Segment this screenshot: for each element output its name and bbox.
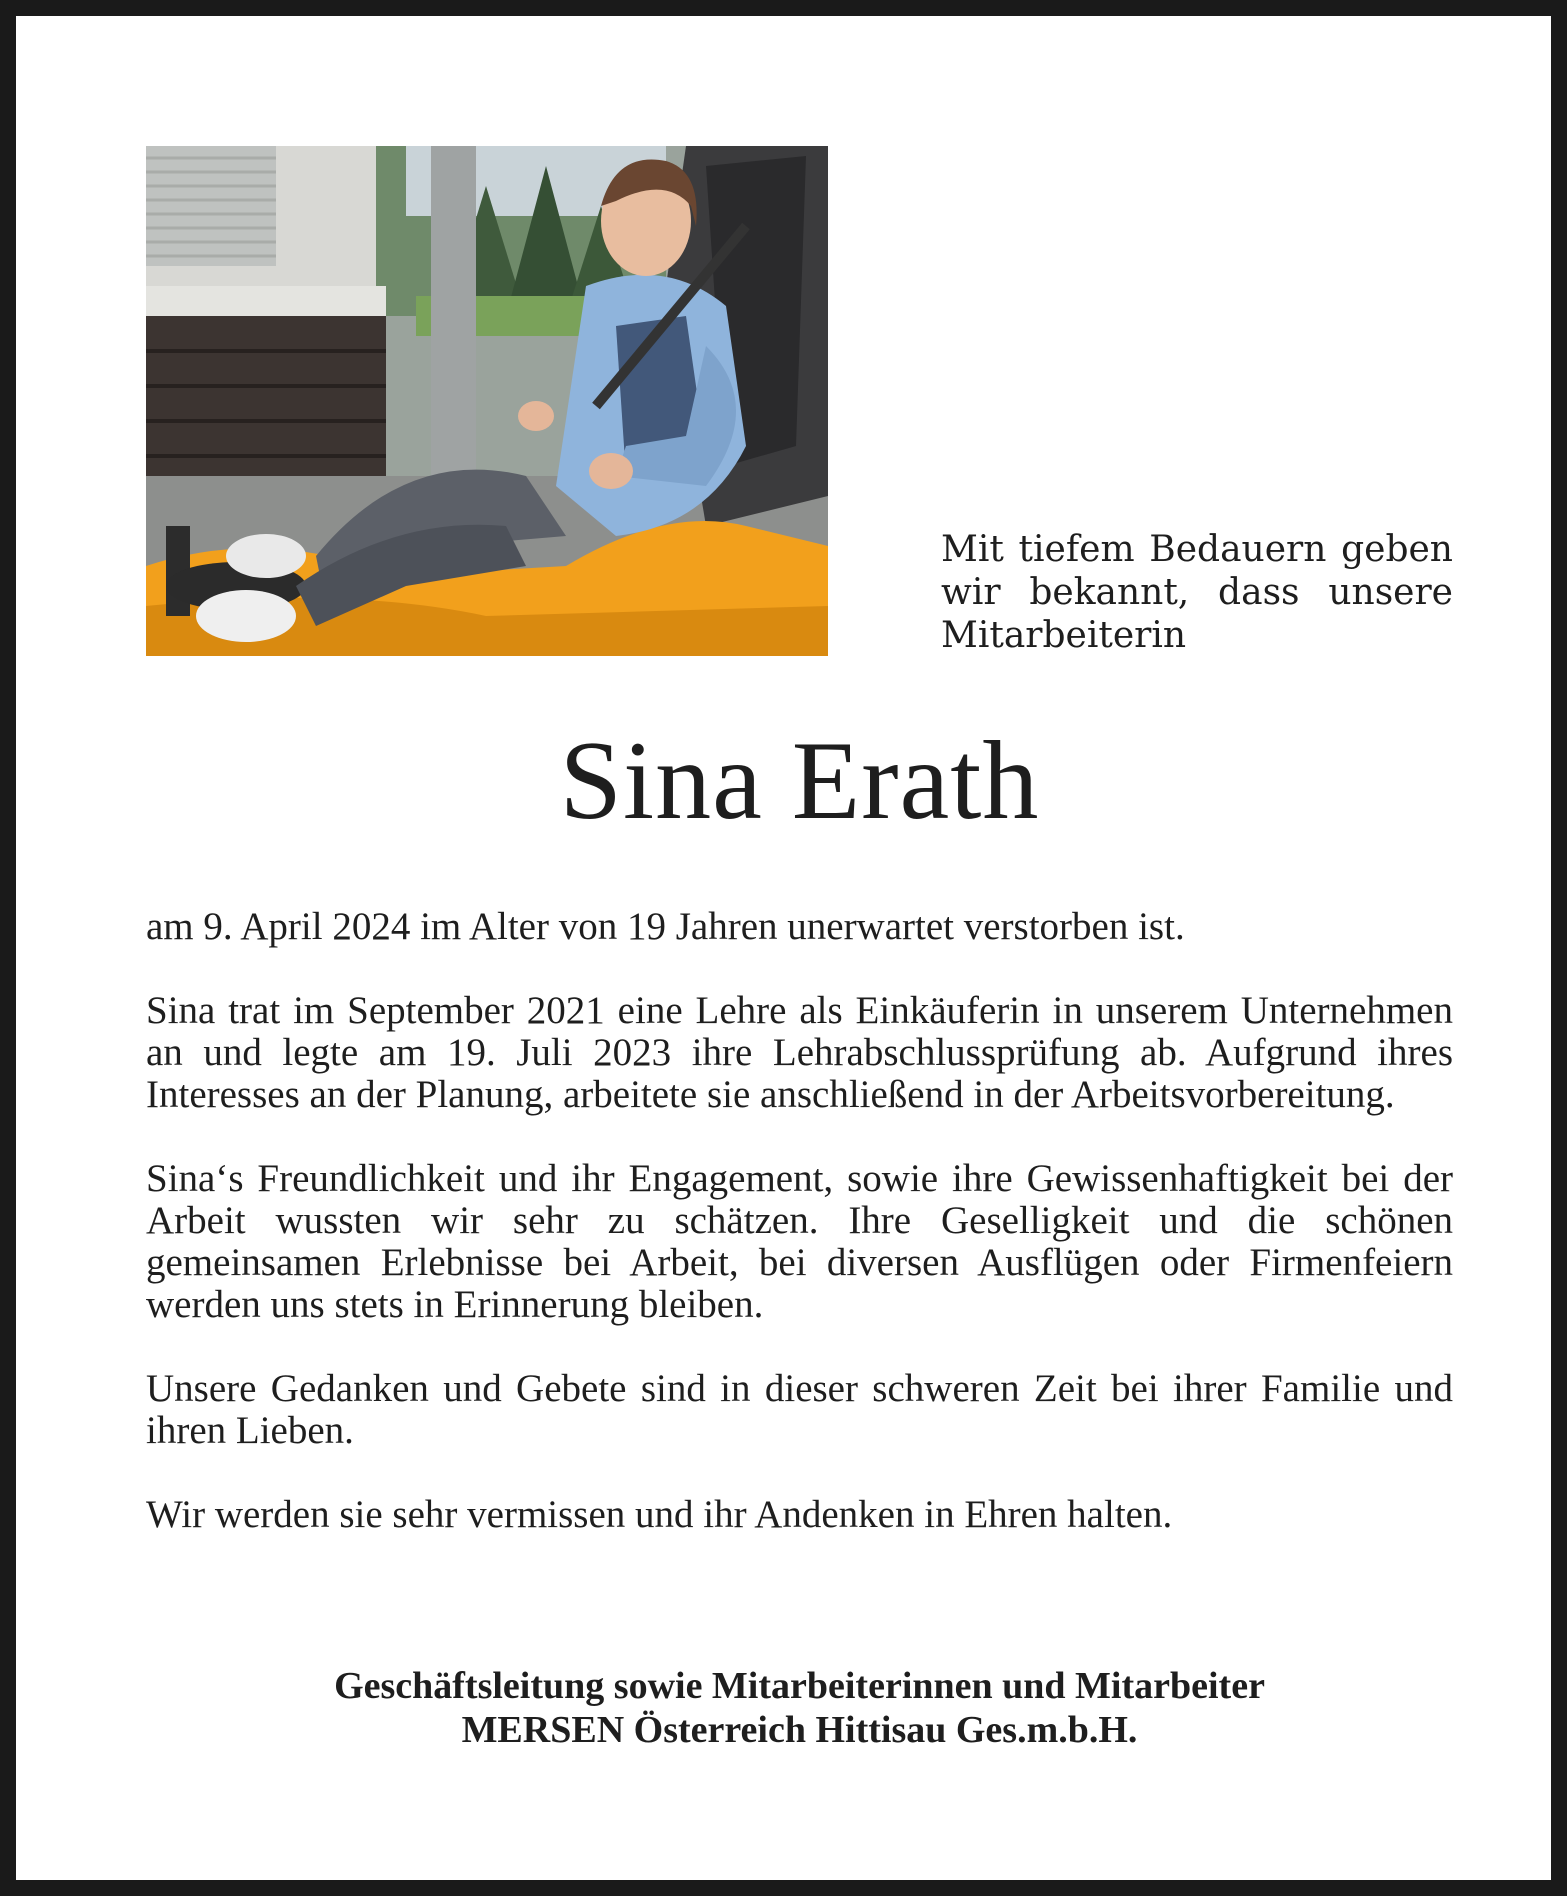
obituary-body [146,906,1453,1578]
photo-illustration [146,146,828,656]
signature-line-2: MERSEN Österreich Hittisau Ges.m.b.H. [461,1709,1138,1751]
signature-block [16,1664,1567,1752]
paragraph-death-date: am 9. April 2024 im Alter von 19 Jahren unerwartet verstorben ist. [146,905,1185,948]
paragraph-character: Sina‘s Freundlichkeit und ihr Engagement, sowie ihre Gewissenhaftigkeit bei der Arbeit wussten wir sehr zu schätzen. Ihre Geselligkeit und die schönen gemeinsamen Erlebnisse bei Arbeit, bei diversen Ausflügen oder Firmenfeiern werden uns stets in Erinnerung bleiben. [146,1157,1453,1326]
portrait-photo [146,146,828,656]
paragraph-career: Sina trat im September 2021 eine Lehre als Einkäuferin in unserem Unternehmen an und legte am 19. Juli 2023 ihre Lehrabschlussprüfung ab. Aufgrund ihres Interesses an der Planung, arbeitete sie anschließend in der Arbeitsvorbereitung. [146,989,1453,1116]
intro-text: Mit tiefem Bedauern geben wir bekannt, dass unsere Mitarbeiterin [941,529,1453,656]
paragraph-condolences: Unsere Gedanken und Gebete sind in dieser schweren Zeit bei ihrer Familie und ihren Lieben. [146,1367,1453,1452]
paragraph-remembrance: Wir werden sie sehr vermissen und ihr Andenken in Ehren halten. [146,1493,1173,1536]
signature-line-1: Geschäftsleitung sowie Mitarbeiterinnen und Mitarbeiter [334,1665,1265,1707]
deceased-name: Sina Erath [559,719,1040,843]
